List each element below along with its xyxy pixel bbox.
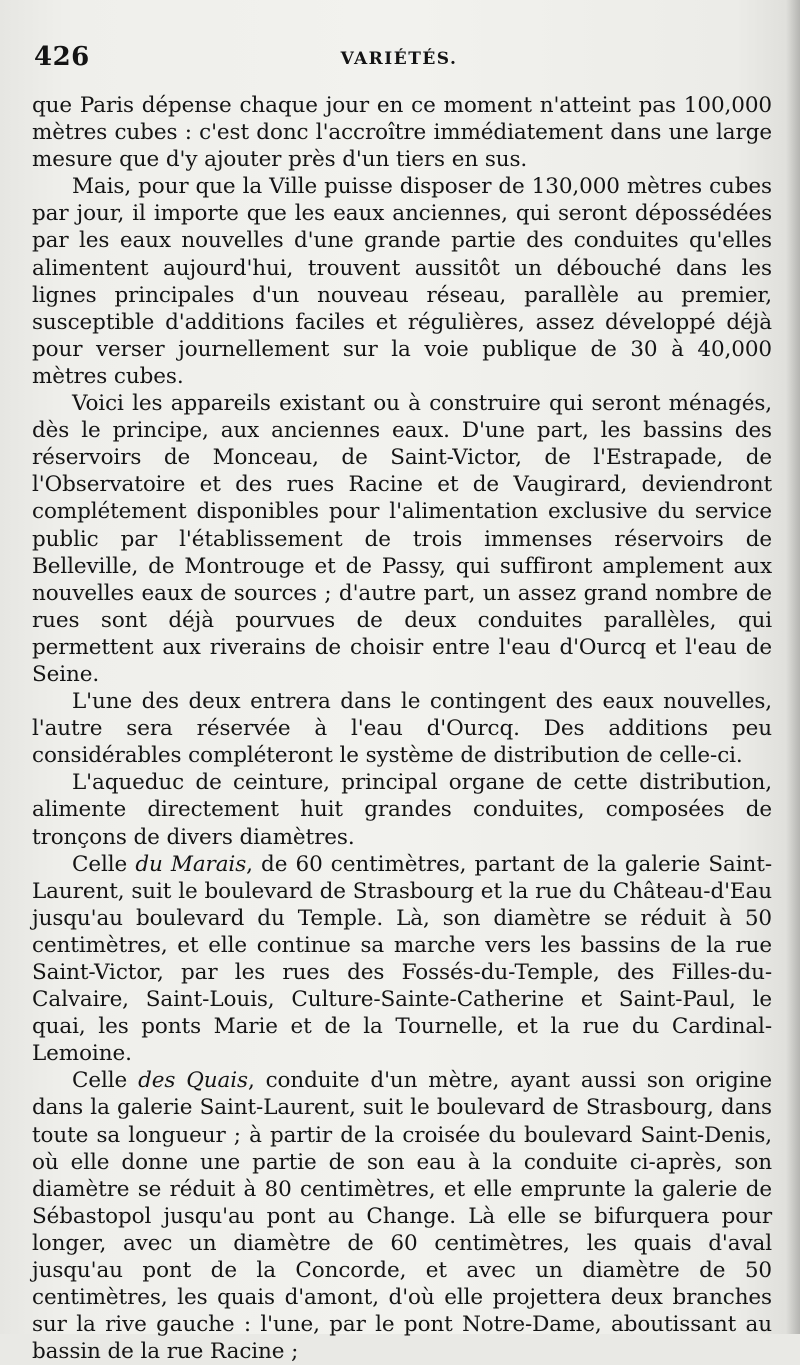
paragraph-3: Voici les appareils existant ou à construire qui seront ménagés, dès le principe, aux anciennes eaux. D'une part, les bassins des réservoirs de Monceau, de Saint-Victor, de l'Estrapade, de l'Observatoire et des rues Racine et de Vaugirard, deviendront complétement disponibles pour l'alimentation exclusive du service public par l'établissement de trois immenses réservoirs de Belleville, de Montrouge et de Passy, qui suffiront amplement aux nouvelles eaux de sources ; d'autre part, un assez grand nombre de rues sont déjà pourvues de deux conduites parallèles, qui permettent aux riverains de choisir entre l'eau d'Ourcq et l'eau de Seine. [32,391,772,687]
paragraph-7-emphasis: des Quais [138,1068,248,1094]
page-number: 426 [34,42,90,72]
paragraph-4: L'une des deux entrera dans le contingent des eaux nouvelles, l'autre sera réservée à l'eau d'Ourcq. Des additions peu considérables compléteront le système de distribution de celle-ci. [32,689,772,769]
paragraph-7 [32,1067,772,1365]
paragraph-7-rest: , conduite d'un mètre, ayant aussi son origine dans la galerie Saint-Laurent, suit le boulevard de Strasbourg, dans toute sa longueur ; à partir de la croisée du boulevard Saint-Denis, où elle donne une partie de son eau à la conduite ci-après, son diamètre se réduit à 80 centimètres, et elle emprunte la galerie de Sébastopol jusqu'au pont au Change. Là elle se bifurquera pour longer, avec un diamètre de 60 centimètres, les quais d'aval jusqu'au pont de la Concorde, et avec un diamètre de 50 centimètres, les quais d'amont, d'où elle projettera deux branches sur la rive gauche : l'une, par le pont Notre-Dame, aboutissant au bassin de la rue Racine ; [32,1068,772,1365]
page-spine-shadow [786,0,800,1334]
paragraph-6-emphasis: du Marais [135,851,247,877]
paragraph-1: que Paris dépense chaque jour en ce moment n'atteint pas 100,000 mètres cubes : c'est donc l'accroître immédiatement dans une large mesure que d'y ajouter près d'un tiers en sus. [32,93,772,173]
paragraph-2: Mais, pour que la Ville puisse disposer de 130,000 mètres cubes par jour, il importe que les eaux anciennes, qui seront dépossédées par les eaux nouvelles d'une grande partie des conduites qu'elles alimentent aujourd'hui, trouvent aussitôt un débouché dans les lignes principales d'un nouveau réseau, parallèle au premier, susceptible d'additions faciles et régulières, assez développé déjà pour verser journellement sur la voie publique de 30 à 40,000 mètres cubes. [32,174,772,389]
body-text [32,92,772,1365]
page-header [34,42,764,74]
paragraph-7-lead: Celle [72,1068,139,1094]
paragraph-6-lead: Celle [72,851,136,877]
paragraph-6 [32,851,772,1068]
paragraph-5: L'aqueduc de ceinture, principal organe de cette distribution, alimente directement huit grandes conduites, composées de tronçons de divers diamètres. [32,770,772,850]
paragraph-6-rest: , de 60 centimètres, partant de la galerie Saint-Laurent, suit le boulevard de Strasbourg et la rue du Château-d'Eau jusqu'au boulevard du Temple. Là, son diamètre se réduit à 50 centimètres, et elle continue sa marche vers les bassins de la rue Saint-Victor, par les rues des Fossés-du-Temple, des Filles-du-Calvaire, Saint-Louis, Culture-Sainte-Catherine et Saint-Paul, le quai, les ponts Marie et de la Tournelle, et la rue du Cardinal-Lemoine. [32,851,772,1067]
running-head: VARIÉTÉS. [340,49,458,69]
